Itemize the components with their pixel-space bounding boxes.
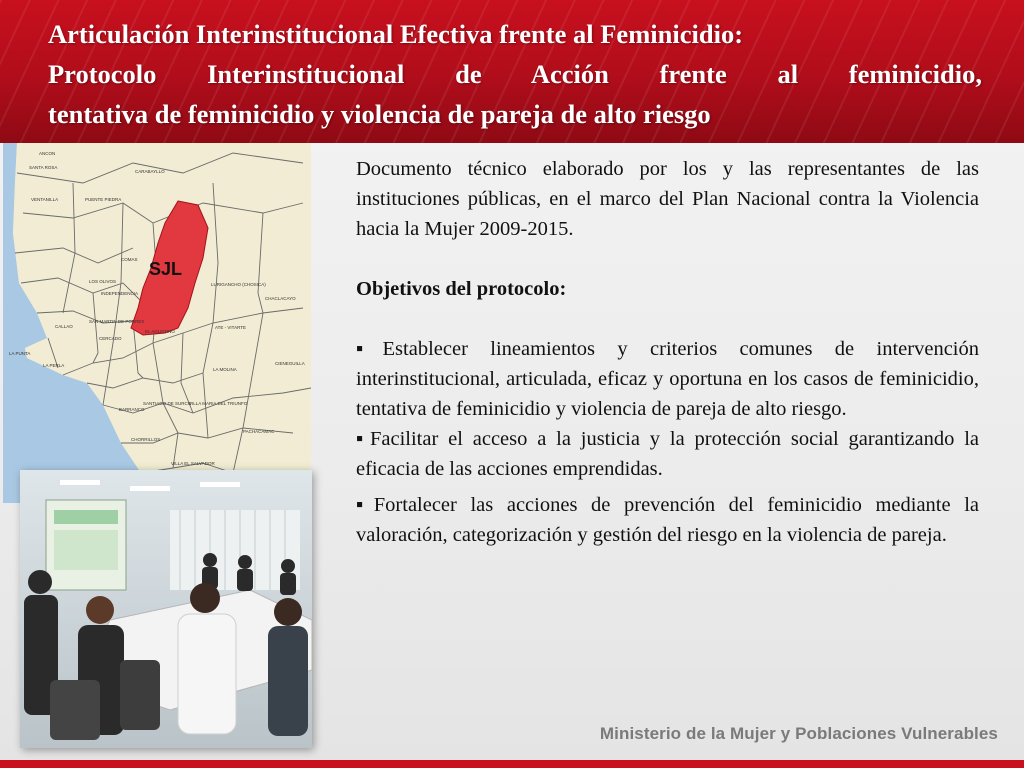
objectives-heading: Objetivos del protocolo: bbox=[356, 278, 567, 300]
title-line-1: Articulación Interinstitucional Efectiva frente al Feminicidio: bbox=[48, 19, 744, 49]
map-label: EL AGUSTINO bbox=[145, 329, 175, 334]
objective-item: ▪ Fortalecer las acciones de prevención del feminicidio mediante la valoración, categorización y gestión del riesgo en la violencia de pareja. bbox=[356, 490, 979, 550]
map-label: CARABAYLLO bbox=[135, 169, 165, 174]
map-label: LA PERLA bbox=[43, 363, 65, 368]
map-label: PACHACAMAC bbox=[243, 429, 275, 434]
slide-body bbox=[356, 154, 979, 550]
map-label: LA MOLINA bbox=[213, 367, 237, 372]
intro-paragraph: Documento técnico elaborado por los y las representantes de las instituciones públicas, en el marco del Plan Nacional contra la Violencia hacia la Mujer 2009-2015. bbox=[356, 158, 979, 240]
map-label: SAN MARTIN DE PORRES bbox=[89, 319, 145, 324]
objective-item: ▪ Establecer lineamientos y criterios comunes de intervención interinstitucional, articulada, eficaz y oportuna en los casos de feminicidio, tentativa de feminicidio y violencia de pareja de alto riesgo. bbox=[356, 334, 979, 424]
map-label: LOS OLIVOS bbox=[89, 279, 117, 284]
map-label: CERCADO bbox=[99, 336, 122, 341]
map-label: CALLAO bbox=[55, 324, 73, 329]
map-label: COMAS bbox=[121, 257, 138, 262]
map-label: ATE - VITARTE bbox=[215, 325, 247, 330]
map-label: LURIGANCHO (CHOSICA) bbox=[211, 282, 266, 287]
objective-item: ▪ Facilitar el acceso a la justicia y la protección social garantizando la eficacia de las acciones emprendidas. bbox=[356, 424, 979, 484]
map-label: CIENEGUILLA bbox=[275, 361, 305, 366]
map-label: PUENTE PIEDRA bbox=[85, 197, 122, 202]
title-line-3: tentativa de feminicidio y violencia de pareja de alto riesgo bbox=[48, 99, 711, 129]
map-label: LA PUNTA bbox=[9, 351, 31, 356]
map-label: CHACLACAYO bbox=[265, 296, 296, 301]
map-label: SANTIAGO DE SURCO bbox=[143, 401, 192, 406]
map-label: SANTA ROSA bbox=[29, 165, 58, 170]
meeting-photo bbox=[20, 470, 312, 748]
bottom-accent-band bbox=[0, 760, 1024, 768]
slide-title bbox=[48, 14, 982, 134]
map-label: ANCON bbox=[39, 151, 56, 156]
title-line-2: Protocolo Interinstitucional de Acción frente al feminicidio, bbox=[48, 59, 982, 89]
ministry-footer: Ministerio de la Mujer y Poblaciones Vulnerables bbox=[599, 724, 998, 743]
map-label: CHORRILLOS bbox=[131, 437, 161, 442]
sjl-label: SJL bbox=[149, 259, 183, 279]
map-label: INDEPENDENCIA bbox=[101, 291, 139, 296]
map-label: VENTANILLA bbox=[31, 197, 59, 202]
lima-districts-map bbox=[3, 143, 311, 503]
title-banner bbox=[0, 0, 1024, 143]
map-label: VILLA EL SALVADOR bbox=[171, 461, 215, 466]
map-label: BARRANCO bbox=[119, 407, 145, 412]
map-label: VILLA MARIA DEL TRIUNFO bbox=[189, 401, 248, 406]
